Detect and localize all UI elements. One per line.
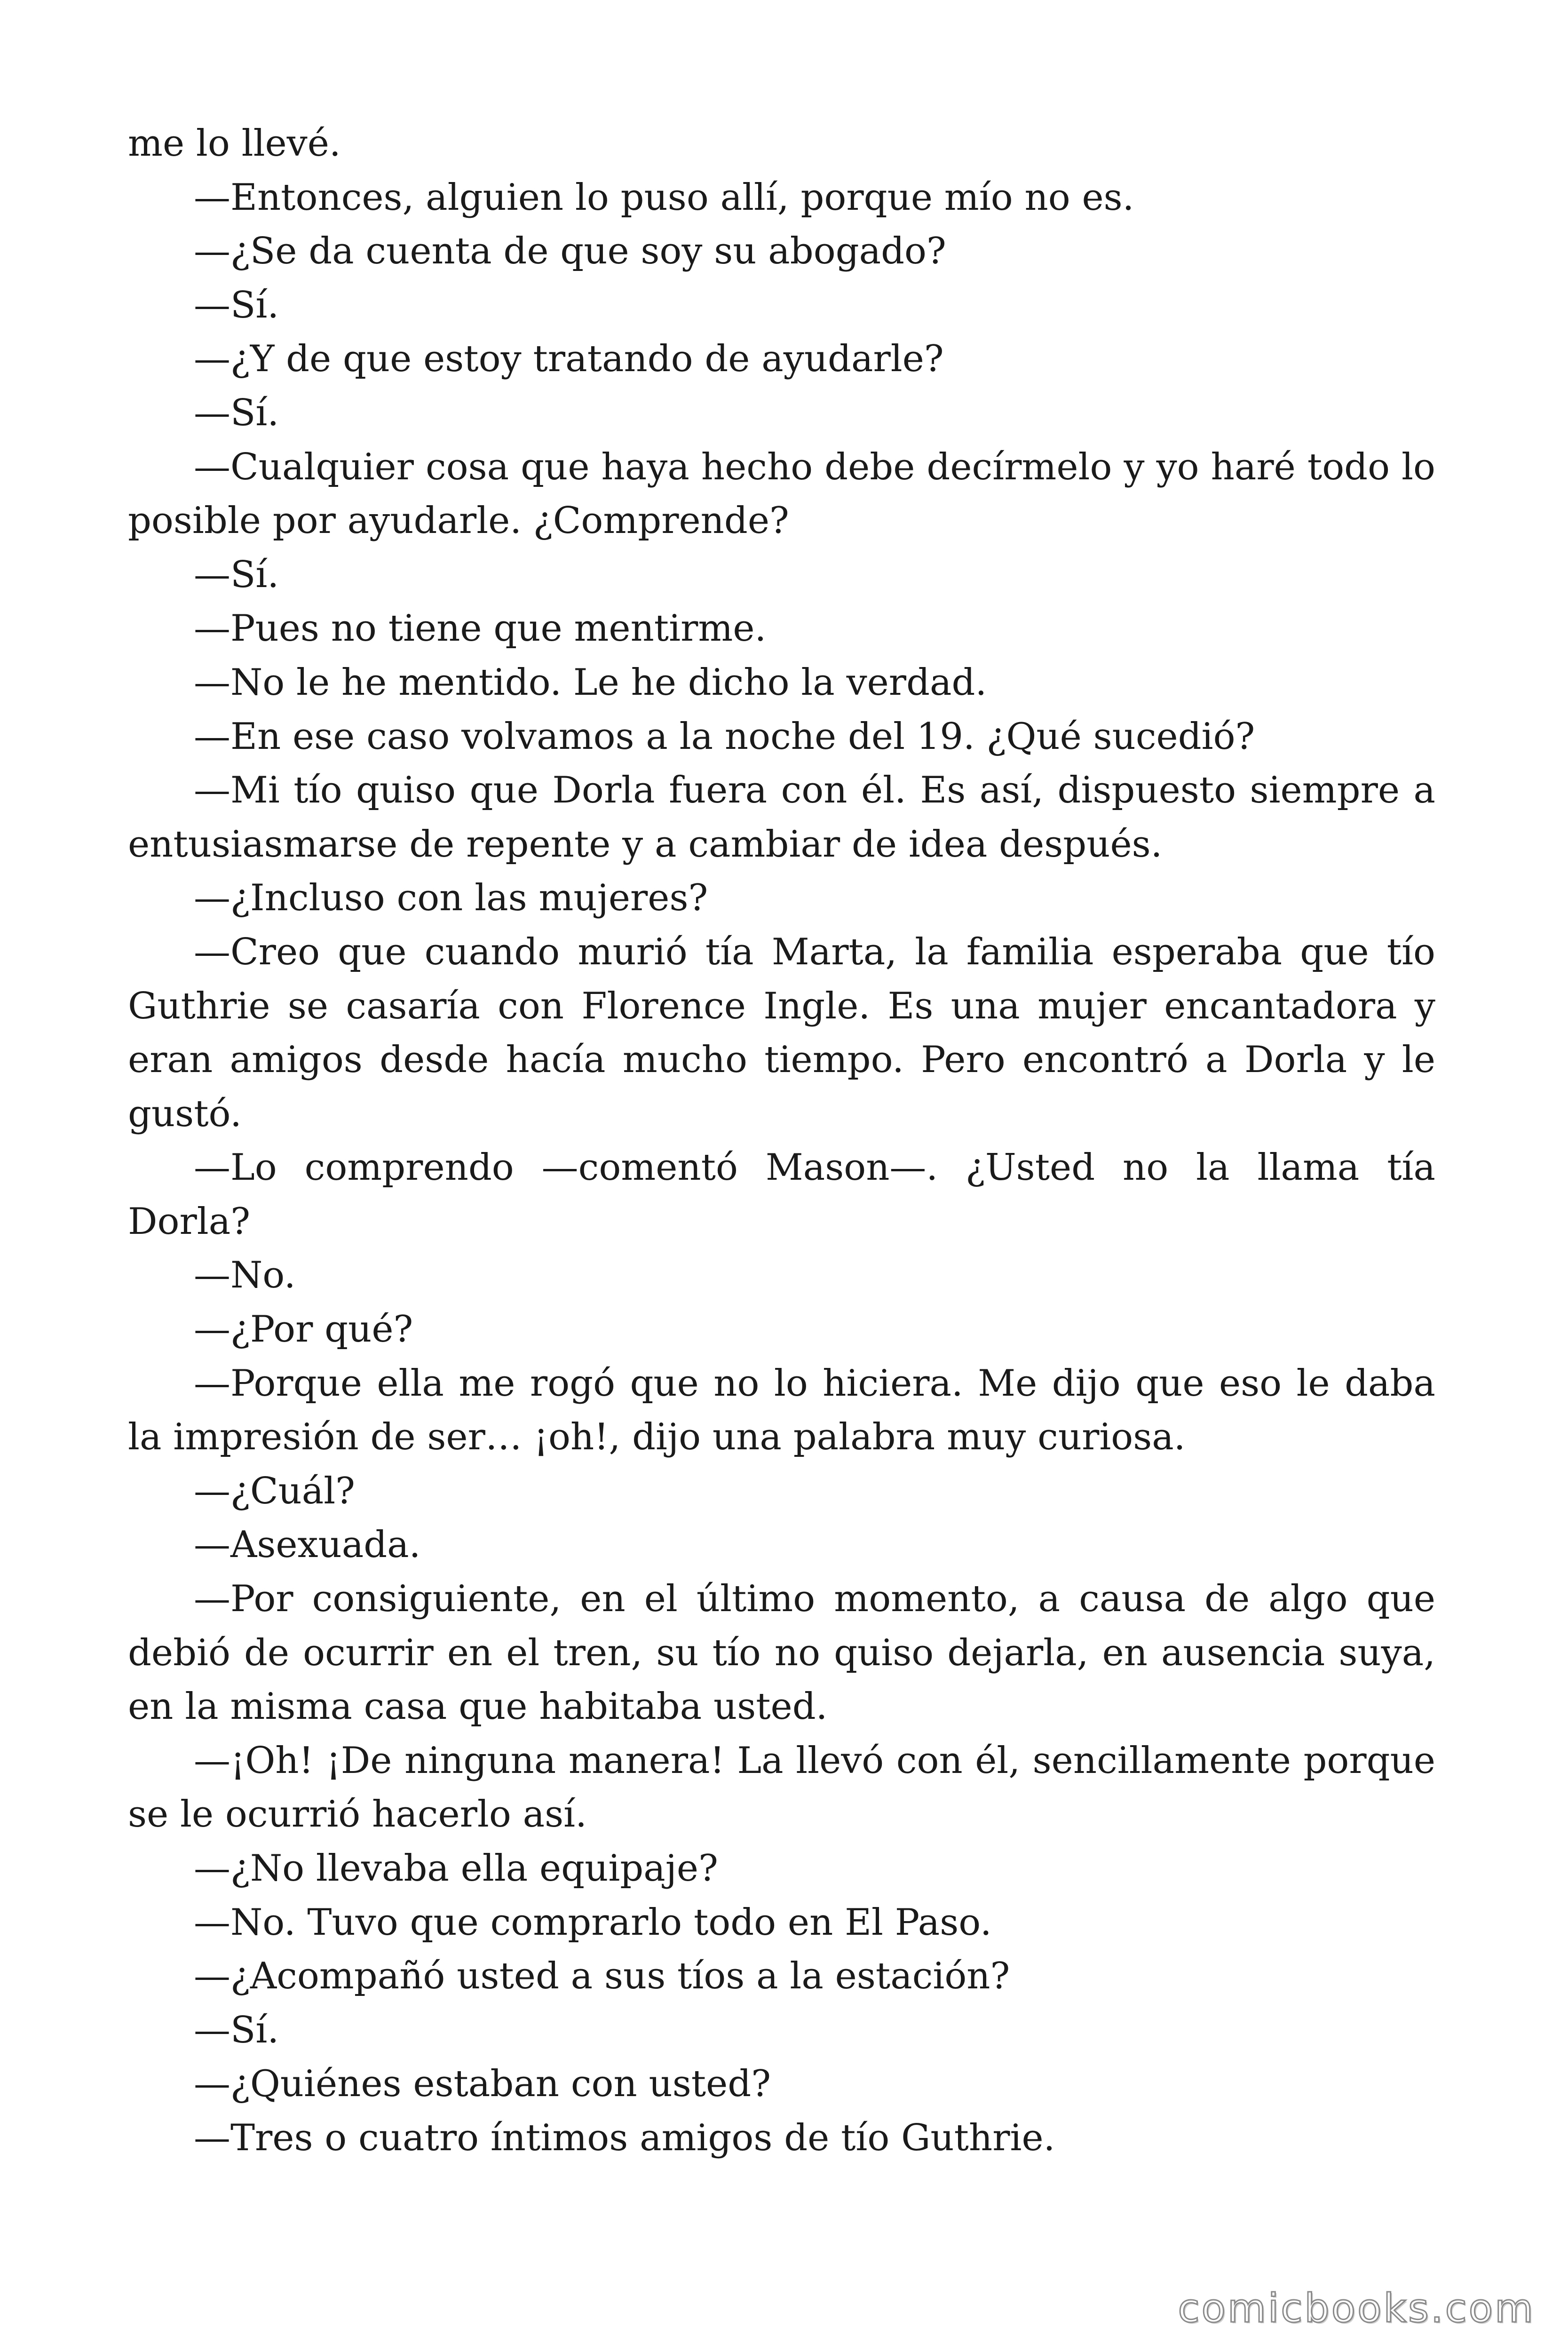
dialogue-line: —Porque ella me rogó que no lo hiciera. Me dijo que eso le daba la impresión de ser… ¡oh!, dijo una palabra muy curiosa.: [128, 1362, 1435, 1459]
dialogue-line: —No le he mentido. Le he dicho la verdad.: [194, 661, 987, 704]
dialogue-line: —Entonces, alguien lo puso allí, porque mío no es.: [194, 176, 1134, 219]
paragraph-continuation: me lo llevé.: [128, 122, 341, 165]
dialogue-line: —¿Acompañó usted a sus tíos a la estación?: [194, 1955, 1010, 1998]
dialogue-line: —No.: [194, 1254, 296, 1297]
dialogue-line: —¿No llevaba ella equipaje?: [194, 1847, 718, 1890]
dialogue-line: —Cualquier cosa que haya hecho debe decírmelo y yo haré todo lo posible por ayudarle. ¿Comprende?: [128, 445, 1435, 542]
dialogue-line: —Pues no tiene que mentirme.: [194, 607, 767, 650]
dialogue-line: —Mi tío quiso que Dorla fuera con él. Es así, dispuesto siempre a entusiasmarse de repente y a cambiar de idea después.: [128, 769, 1435, 866]
dialogue-line: —Sí.: [194, 553, 279, 596]
dialogue-line: —Sí.: [194, 391, 279, 434]
dialogue-line: —¿Por qué?: [194, 1308, 413, 1351]
dialogue-line: —No. Tuvo que comprarlo todo en El Paso.: [194, 1901, 992, 1944]
dialogue-line: —¿Se da cuenta de que soy su abogado?: [194, 230, 946, 273]
site-watermark: comicbooks.com: [1178, 2285, 1535, 2331]
dialogue-line: —Tres o cuatro íntimos amigos de tío Guthrie.: [194, 2116, 1055, 2159]
dialogue-line: —¿Incluso con las mujeres?: [194, 877, 708, 920]
dialogue-line: —En ese caso volvamos a la noche del 19. ¿Qué sucedió?: [194, 715, 1255, 758]
dialogue-line: —¿Y de que estoy tratando de ayudarle?: [194, 338, 944, 381]
dialogue-line: —Asexuada.: [194, 1524, 421, 1566]
dialogue-line: —Sí.: [194, 2009, 279, 2051]
page-body-text: [128, 117, 1435, 2165]
dialogue-line: —Por consiguiente, en el último momento, a causa de algo que debió de ocurrir en el tren, su tío no quiso dejarla, en ausencia suya, en la misma casa que habitaba usted.: [128, 1578, 1435, 1728]
dialogue-line: —¿Quiénes estaban con usted?: [194, 2063, 771, 2106]
dialogue-line: —¿Cuál?: [194, 1470, 356, 1512]
dialogue-line: —¡Oh! ¡De ninguna manera! La llevó con él, sencillamente porque se le ocurrió hacerlo así.: [128, 1739, 1435, 1836]
dialogue-line: —Lo comprendo —comentó Mason—. ¿Usted no la llama tía Dorla?: [128, 1146, 1435, 1243]
dialogue-line: —Creo que cuando murió tía Marta, la familia esperaba que tío Guthrie se casaría con Florence Ingle. Es una mujer encantadora y eran amigos desde hacía mucho tiempo. Pero encontró a Dorla y le gustó.: [128, 930, 1435, 1135]
dialogue-line: —Sí.: [194, 284, 279, 326]
